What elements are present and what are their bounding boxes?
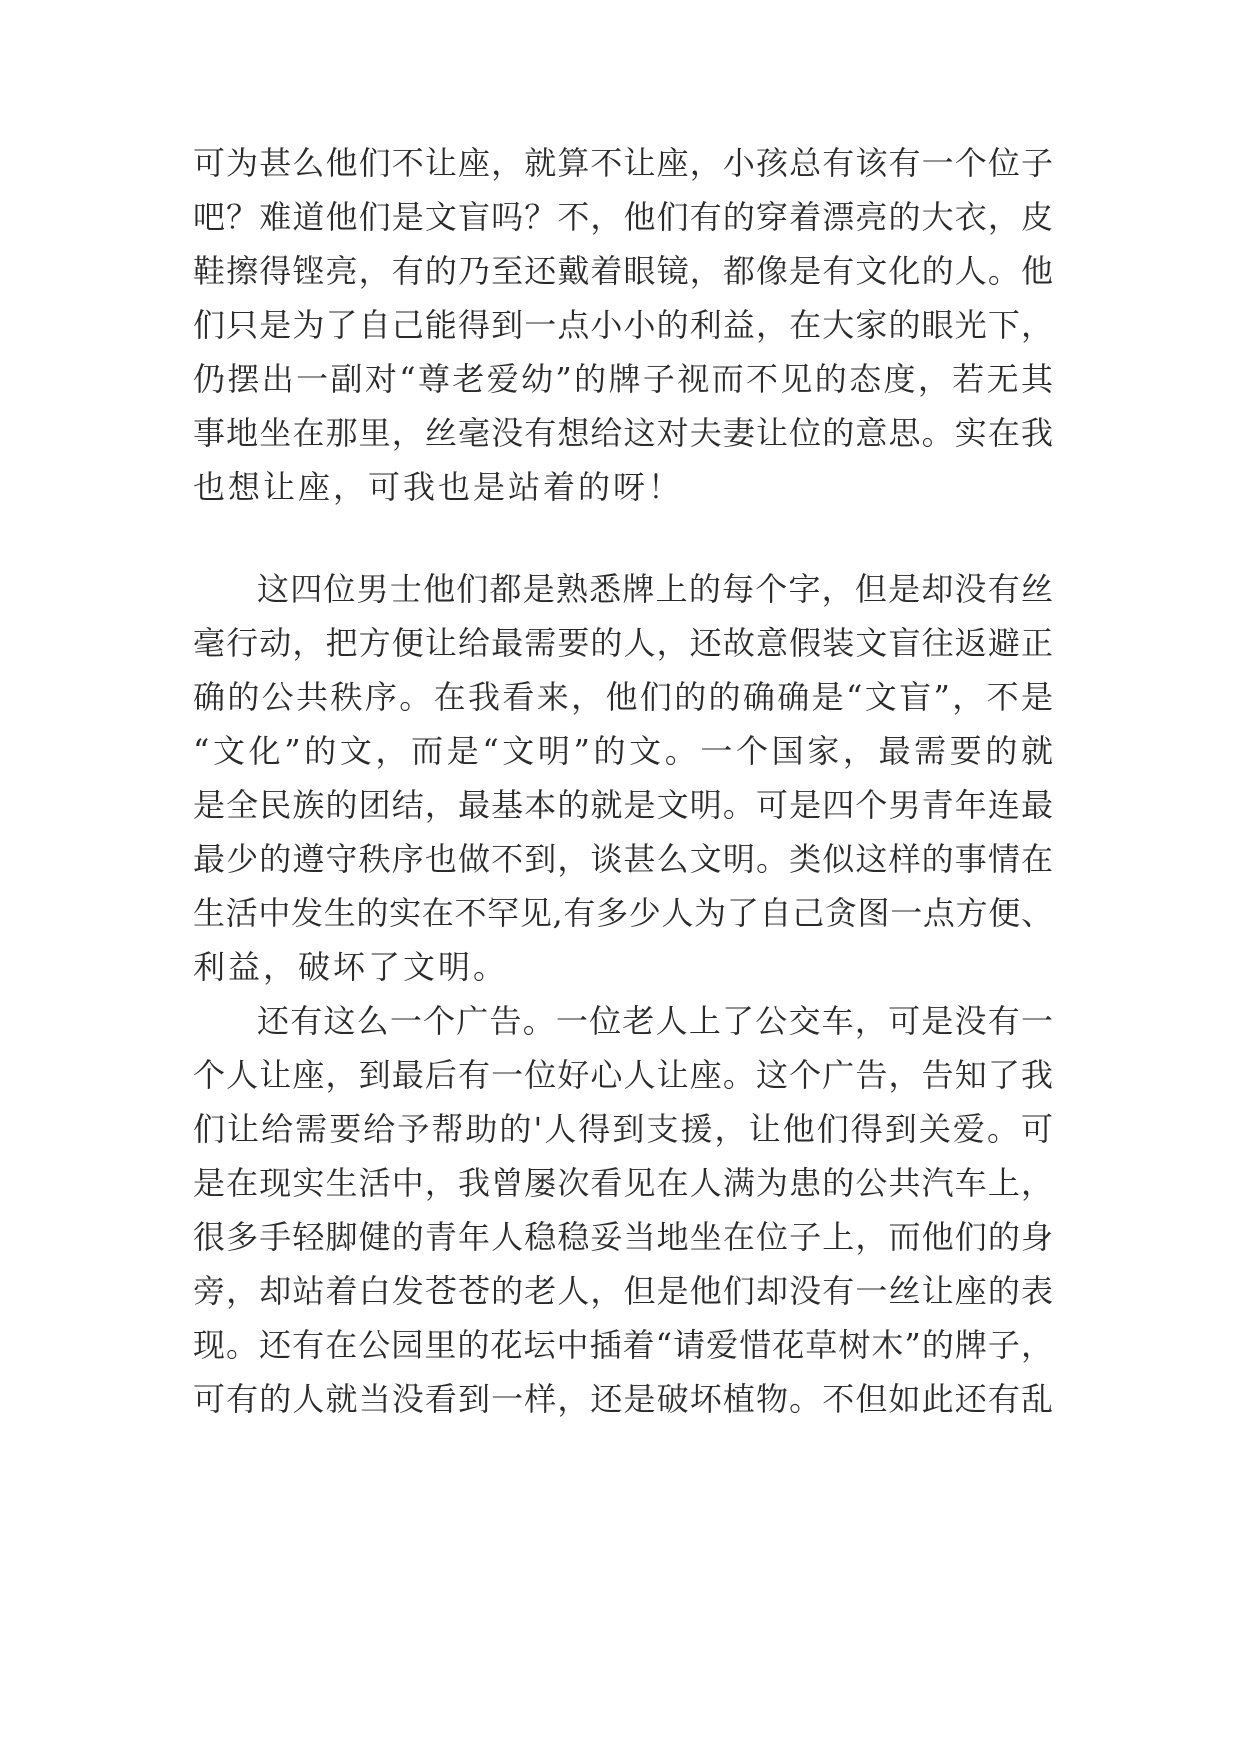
text-line: 毫行动，把方便让给最需要的人，还故意假装文盲往返避正	[193, 624, 1053, 662]
text-line: 生活中发生的实在不罕见,有多少人为了自己贪图一点方便、	[193, 894, 1053, 932]
text-line: 现。还有在公园里的花坛中插着“请爱惜花草树木”的牌子，	[193, 1326, 1053, 1364]
text-line: 吧？难道他们是文盲吗？不，他们有的穿着漂亮的大衣，皮	[193, 198, 1053, 236]
text-line: 仍摆出一副对“尊老爱幼”的牌子视而不见的态度，若无其	[193, 360, 1053, 398]
text-line: 是在现实生活中，我曾屡次看见在人满为患的公共汽车上，	[193, 1164, 1053, 1202]
text-line: 可有的人就当没看到一样，还是破坏植物。不但如此还有乱	[193, 1380, 1053, 1418]
text-line: 事地坐在那里，丝毫没有想给这对夫妻让位的意思。实在我	[193, 414, 1053, 452]
text-line: 旁，却站着白发苍苍的老人，但是他们却没有一丝让座的表	[193, 1272, 1053, 1310]
text-line: 确的公共秩序。在我看来，他们的的确确是“文盲”，不是	[193, 678, 1053, 716]
text-line: 利益，破坏了文明。	[193, 948, 509, 986]
text-line: 个人让座，到最后有一位好心人让座。这个广告，告知了我	[193, 1056, 1053, 1094]
text-line: 还有这么一个广告。一位老人上了公交车，可是没有一	[257, 1002, 1053, 1040]
text-line: 这四位男士他们都是熟悉牌上的每个字，但是却没有丝	[257, 570, 1053, 608]
text-line: 很多手轻脚健的青年人稳稳妥当地坐在位子上，而他们的身	[193, 1218, 1053, 1256]
text-line: 是全民族的团结，最基本的就是文明。可是四个男青年连最	[193, 786, 1053, 824]
text-line: “文化”的文，而是“文明”的文。一个国家，最需要的就	[193, 732, 1053, 770]
text-line: 最少的遵守秩序也做不到，谈甚么文明。类似这样的事情在	[193, 840, 1053, 878]
text-line: 们让给需要给予帮助的'人得到支援，让他们得到关爱。可	[193, 1110, 1053, 1148]
text-line: 可为甚么他们不让座，就算不让座，小孩总有该有一个位子	[193, 144, 1053, 182]
text-line: 们只是为了自己能得到一点小小的利益，在大家的眼光下，	[193, 306, 1053, 344]
text-line: 鞋擦得铿亮，有的乃至还戴着眼镜，都像是有文化的人。他	[193, 252, 1053, 290]
text-line: 也想让座，可我也是站着的呀！	[193, 468, 684, 506]
